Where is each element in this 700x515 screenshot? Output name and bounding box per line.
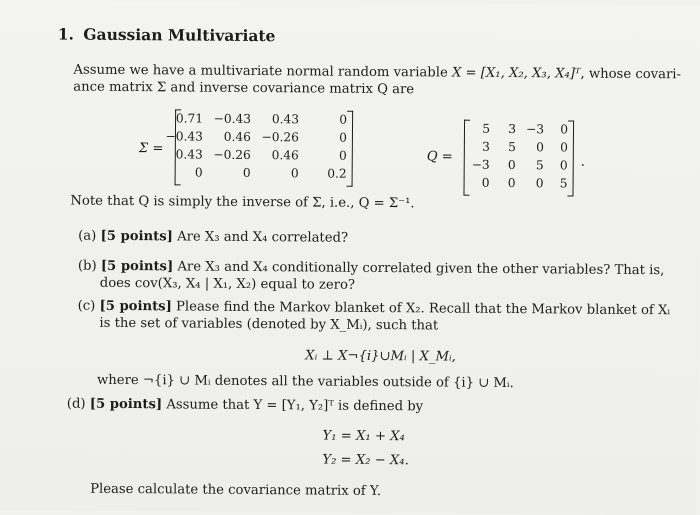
q-right-bracket: [567, 120, 574, 196]
sigma-cell-r1c2: −0.43: [213, 111, 252, 126]
problem-title: [58, 24, 276, 45]
part-d-points: [5 points]: [89, 396, 163, 413]
sigma-cell-r4c4: 0.2: [327, 166, 347, 181]
part-b: [78, 259, 665, 279]
part-a: [78, 229, 348, 246]
q-cell-r4c3: 0: [535, 176, 544, 191]
part-c-label: (c): [77, 298, 96, 314]
q-left-bracket: [463, 120, 470, 196]
q-cell-r2c2: 5: [508, 139, 516, 155]
problem-title-text: Gaussian Multivariate: [83, 24, 276, 46]
q-cell-r1c1: 5: [482, 121, 491, 136]
sigma-cell-r4c2: 0: [242, 165, 251, 180]
problem-number: 1.: [57, 24, 74, 44]
sigma-cell-r2c3: −0.26: [261, 130, 299, 145]
part-a-label: (a): [78, 228, 97, 244]
q-cell-r1c3: −3: [525, 122, 545, 137]
intro-text: Assume we have a multivariate normal random variable: [73, 62, 453, 81]
sigma-cell-r3c1: 0.43: [175, 147, 203, 162]
q-cell-r4c1: 0: [481, 175, 490, 190]
part-b-points: [5 points]: [100, 258, 174, 275]
intro-text-post: , whose covari-: [580, 66, 682, 83]
markov-formula: Xᵢ ⊥ X¬{i}∪Mᵢ | X_Mᵢ,: [305, 348, 456, 365]
q-cell-r4c2: 0: [507, 175, 516, 191]
q-cell-r3c2: 0: [507, 157, 516, 173]
q-matrix: [463, 120, 574, 197]
part-d: [67, 397, 423, 415]
part-b-line-2: does cov(X₃, X₄ | X₁, X₂) equal to zero?: [99, 275, 356, 293]
q-trailing-dot: .: [580, 154, 586, 170]
sigma-matrix: [165, 109, 354, 186]
sigma-cell-r3c3: 0.46: [271, 148, 299, 163]
sigma-label: Σ =: [138, 141, 164, 157]
q-cell-r1c2: 3: [508, 121, 517, 137]
part-d-eq-2: Y₂ = X₂ − X₄.: [322, 452, 409, 469]
part-d-text: Assume that Y = [Y₁, Y₂]ᵀ is defined by: [166, 397, 424, 415]
intro-line-2: ance matrix Σ and inverse covariance matrix Q are: [73, 79, 415, 98]
sigma-cell-r2c4: 0: [339, 130, 347, 145]
sigma-cell-r3c4: 0: [338, 148, 347, 163]
part-a-text: Are X₃ and X₄ correlated?: [177, 229, 349, 246]
q-cell-r2c3: 0: [536, 140, 544, 155]
sigma-right-bracket: [347, 111, 354, 187]
q-cell-r3c3: 5: [535, 158, 544, 173]
part-c-where: where ¬{i} ∪ Mᵢ denotes all the variables outside of {i} ∪ Mᵢ.: [96, 372, 514, 392]
sigma-cell-r1c4: 0: [339, 112, 348, 127]
part-b-label: (b): [77, 258, 97, 274]
q-label: Q =: [426, 149, 453, 165]
intro-math-x: X = [X₁, X₂, X₃, X₄]ᵀ: [451, 65, 581, 82]
sigma-cell-r1c3: 0.43: [271, 112, 300, 127]
sigma-cell-r4c3: 0: [290, 166, 299, 181]
q-cell-r1c4: 0: [560, 122, 569, 137]
part-b-line-1: Are X₃ and X₄ conditionally correlated given the other variables? That is,: [177, 259, 665, 279]
sigma-cell-r2c2: 0.46: [223, 129, 251, 144]
part-d-label: (d): [66, 396, 86, 412]
sigma-cell-r2c1: −0.43: [165, 129, 203, 144]
part-a-points: [5 points]: [100, 228, 173, 245]
part-c-line-2: is the set of variables (denoted by X_Mᵢ), such that: [99, 315, 439, 334]
part-c-line-1: Please find the Markov blanket of X₂. Recall that the Markov blanket of Xᵢ: [176, 299, 671, 319]
part-d-final: Please calculate the covariance matrix of Y.: [90, 481, 382, 500]
part-c: [78, 299, 671, 319]
sigma-cell-r3c2: −0.26: [213, 147, 251, 162]
sigma-cell-r4c1: 0: [194, 165, 203, 180]
part-c-points: [5 points]: [99, 298, 172, 315]
q-cell-r2c4: 0: [560, 140, 568, 155]
sigma-cell-r1c1: 0.71: [175, 111, 204, 126]
q-cell-r3c1: −3: [471, 157, 490, 172]
q-cell-r2c1: 3: [482, 139, 490, 154]
part-d-eq-1: Y₁ = X₁ + X₄: [322, 428, 405, 445]
note-text: Note that Q is simply the inverse of Σ, i.e., Q = Σ⁻¹.: [70, 193, 415, 212]
q-cell-r3c4: 0: [559, 158, 568, 173]
q-cell-r4c4: 5: [559, 176, 568, 191]
